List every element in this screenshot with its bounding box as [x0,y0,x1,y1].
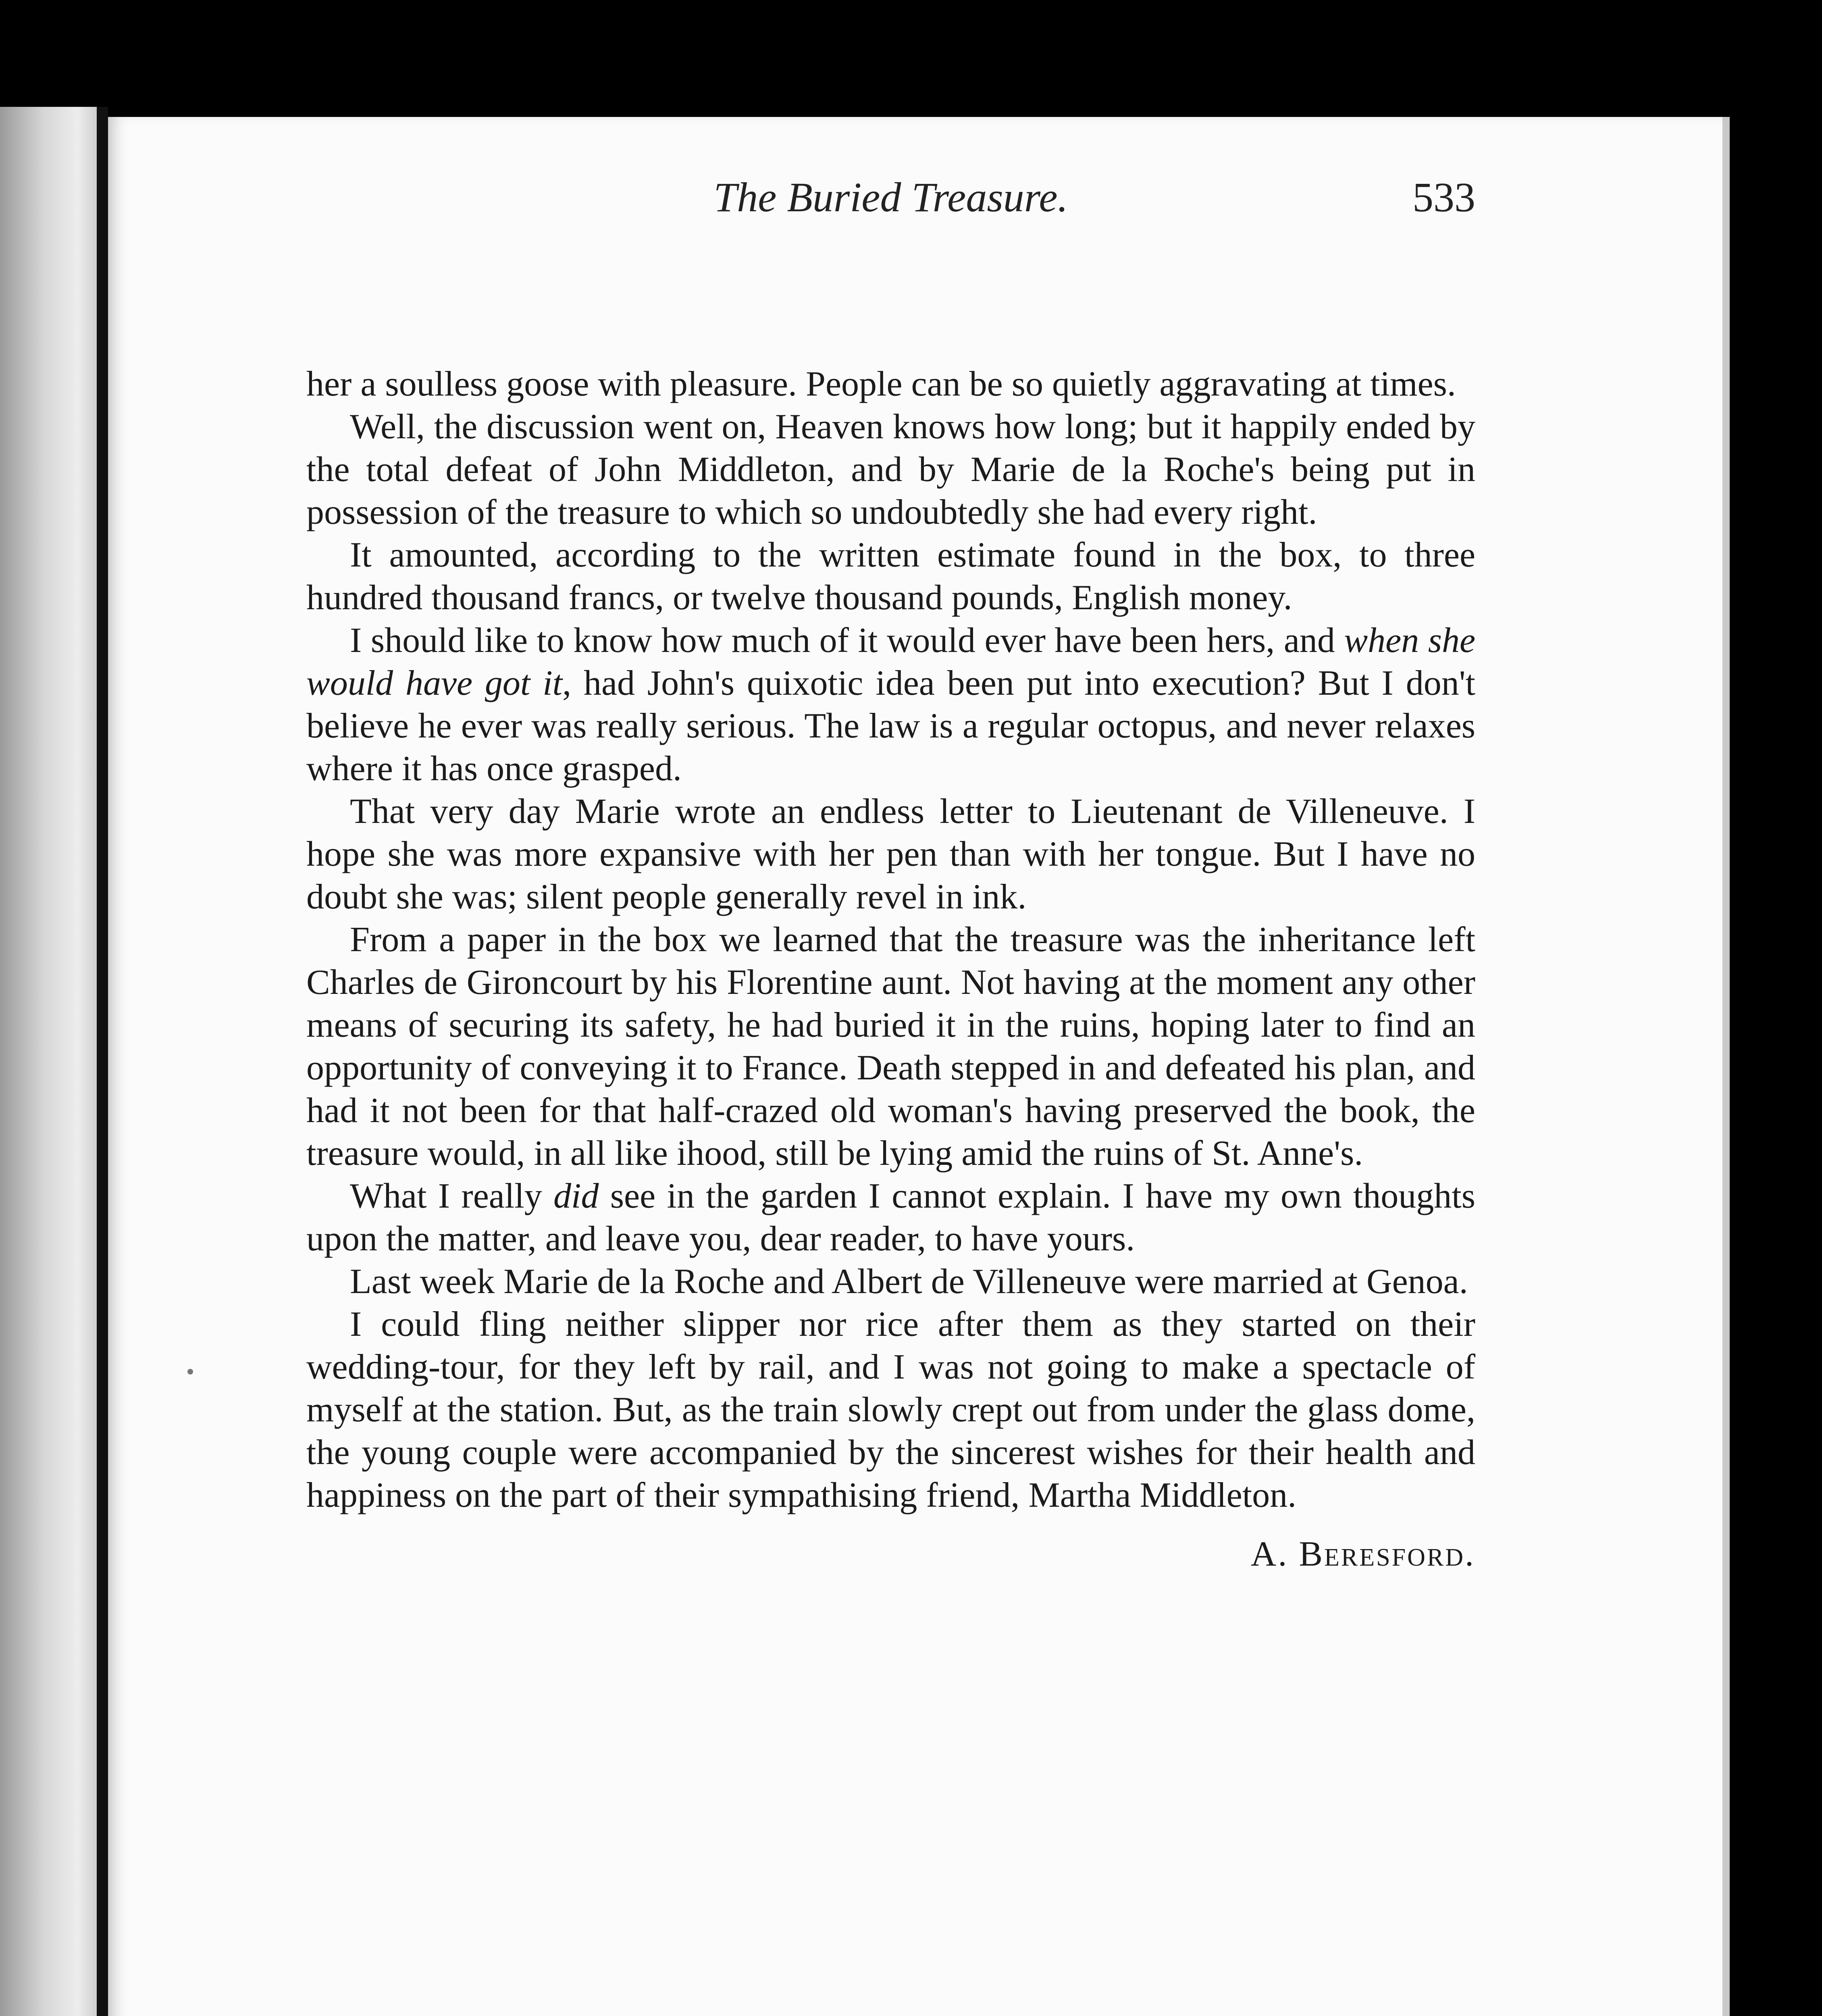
paragraph: her a soulless goose with pleasure. People can be so quietly aggravating at times. [306,364,1456,404]
paragraph-text: I should like to know how much of it would ever have been hers, and [350,621,1344,660]
paragraph: It amounted, according to the written estimate found in the box, to three hundred thousand francs, or twelve thousand pounds, English money. [306,535,1475,617]
page-edge [1722,117,1730,2016]
body-text [306,363,1476,1574]
running-header [306,173,1475,254]
paragraph-text: see in the garden I cannot explain. I have my own thoughts upon the matter, and leave you, dear reader, to have yours. [306,1177,1475,1258]
page-gutter [97,107,108,2016]
paragraph: Last week Marie de la Roche and Albert de Villeneuve were married at Genoa. [350,1262,1468,1301]
paragraph-text: , had John's quixotic idea been put into execution? But I don't believe he ever was really serious. The law is a regular octopus, and never relaxes where it has once grasped. [306,664,1475,788]
paragraph [306,619,1475,790]
italic-emphasis: when she would have got it [306,621,1476,703]
facing-page-edge [0,107,97,2016]
page-number: 533 [1412,174,1475,221]
paragraph: From a paper in the box we learned that the treasure was the inheritance left Charles de Gironcourt by his Florentine aunt. Not having at the moment any other means of securing its safety, he had buried it in the ruins, hoping later to find an opportunity of conveying it to France. Death stepped in and defeated his plan, and had it not been for that half-crazed old woman's having preserved the book, the treasure would, in all like ihood, still be lying amid the ruins of St. Anne's. [306,920,1475,1173]
paragraph: That very day Marie wrote an endless letter to Lieutenant de Villeneuve. I hope she was more expansive with her pen than with her tongue. But I have no doubt she was; silent people generally revel in ink. [306,792,1475,916]
paper-speck [187,1369,193,1375]
paragraph: Well, the discussion went on, Heaven knows how long; but it happily ended by the total defeat of John Middleton, and by Marie de la Roche's being put in possession of the treasure to which so undoubtedly she had every right. [306,407,1475,532]
author-signature: A. Beresford. [1250,1535,1475,1574]
paragraph-text: What I really [350,1177,554,1216]
running-title: The Buried Treasure. [713,174,1068,221]
paragraph: I could fling neither slipper nor rice after them as they started on their wedding-tour, for they left by rail, and I was not going to make a spectacle of myself at the station. But, as the train slowly crept out from under the glass dome, the young couple were accompanied by the sincerest wishes for their health and happiness on the part of their sympathising friend, Martha Middleton. [306,1305,1475,1515]
paragraph [306,1175,1475,1260]
italic-emphasis: did [553,1177,599,1216]
